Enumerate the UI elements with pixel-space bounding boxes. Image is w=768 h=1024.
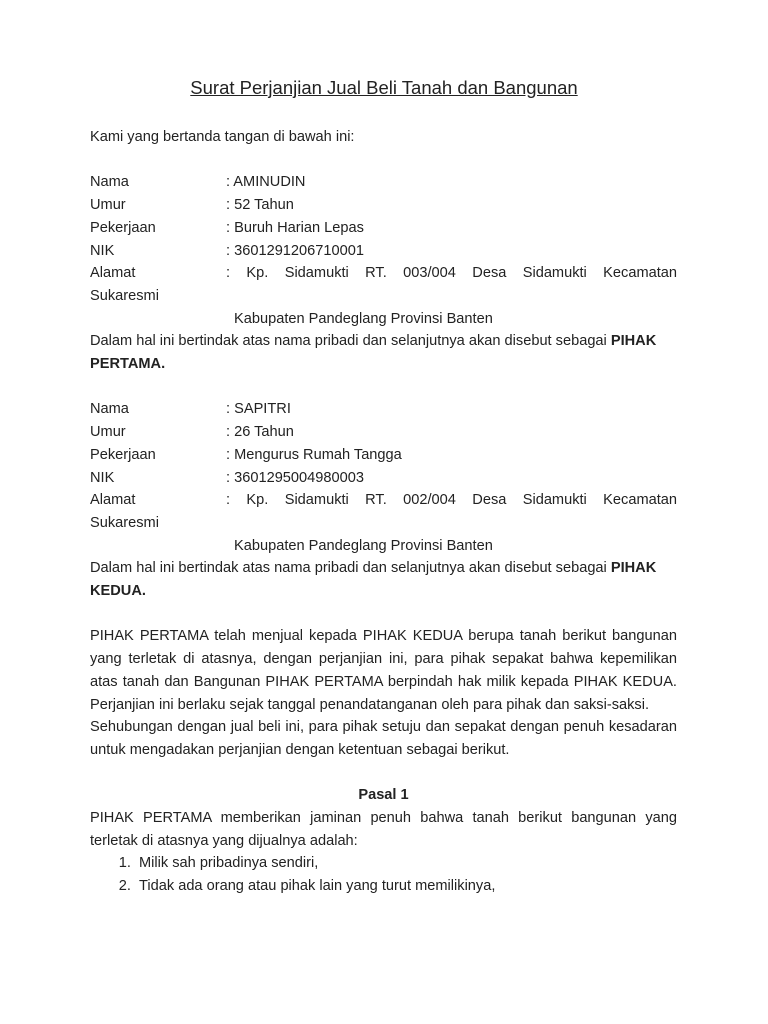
party1-alamat-line1: : Kp. Sidamukti RT. 003/004 Desa Sidamukti Kecamatan: [226, 265, 677, 282]
party1-nik-row: [90, 240, 677, 263]
party1-nama: : AMINUDIN: [226, 174, 306, 191]
party2-alamat-line1: : Kp. Sidamukti RT. 002/004 Desa Sidamukti Kecamatan: [226, 492, 677, 509]
label-alamat: Alamat: [90, 265, 136, 282]
party2-nama: : SAPITRI: [226, 401, 291, 418]
pasal-1-list: [90, 852, 677, 897]
party1-role: [90, 330, 677, 375]
label-nik: NIK: [90, 469, 115, 486]
party2-nik-row: [90, 467, 677, 490]
party2-alamat-line2: Sukaresmi: [90, 514, 159, 531]
party1-role-text: Dalam hal ini bertindak atas nama pribadi dan selanjutnya akan disebut sebagai: [90, 333, 611, 350]
party1-pekerjaan: : Buruh Harian Lepas: [226, 219, 364, 236]
pasal-1-heading: Pasal 1: [358, 787, 409, 804]
party2-pekerjaan: : Mengurus Rumah Tangga: [226, 446, 402, 463]
party1-alamat-line2: Sukaresmi: [90, 287, 159, 304]
party2-role-name: PIHAK KEDUA.: [90, 560, 657, 600]
party2-alamat-line3: Kabupaten Pandeglang Provinsi Banten: [234, 537, 493, 554]
party2-umur-row: [90, 421, 677, 444]
party2-role-text: Dalam hal ini bertindak atas nama pribadi dan selanjutnya akan disebut sebagai: [90, 560, 611, 577]
party2-alamat-row: [90, 489, 677, 512]
party2-nik: : 3601295004980003: [226, 469, 364, 486]
party2-block: [90, 398, 677, 602]
list-item: 2. Tidak ada orang atau pihak lain yang turut memilikinya,: [135, 875, 677, 898]
label-pekerjaan: Pekerjaan: [90, 219, 156, 236]
list-item: 1. Milik sah pribadinya sendiri,: [135, 852, 677, 875]
party1-alamat-row: [90, 262, 677, 285]
agreement-paragraph-2: Sehubungan dengan jual beli ini, para pihak setuju dan sepakat dengan penuh kesadaran untuk mengadakan perjanjian dengan ketentuan sebagai berikut.: [90, 719, 677, 758]
label-nama: Nama: [90, 174, 129, 191]
label-nama: Nama: [90, 401, 129, 418]
label-nik: NIK: [90, 242, 115, 259]
party1-nik: : 3601291206710001: [226, 242, 364, 259]
document-title: Surat Perjanjian Jual Beli Tanah dan Bangunan: [190, 77, 578, 98]
party1-umur-row: [90, 194, 677, 217]
intro-text: Kami yang bertanda tangan di bawah ini:: [90, 129, 355, 145]
party1-block: [90, 171, 677, 375]
label-umur: Umur: [90, 197, 126, 214]
party1-role-name: PIHAK PERTAMA.: [90, 333, 657, 373]
agreement-paragraph: PIHAK PERTAMA telah menjual kepada PIHAK KEDUA berupa tanah berikut bangunan yang terletak di atasnya, dengan perjanjian ini, para pihak sepakat bahwa kepemilikan atas tanah dan Bangunan PIHAK PERTAMA berpindah hak milik kepada PIHAK KEDUA. Perjanjian ini berlaku sejak tanggal penandatanganan oleh para pihak dan saksi-saksi.: [90, 628, 677, 713]
party1-nama-row: [90, 171, 677, 194]
party2-role: [90, 557, 677, 602]
party2-umur: : 26 Tahun: [226, 424, 294, 441]
party2-pekerjaan-row: [90, 444, 677, 467]
party1-alamat-line3: Kabupaten Pandeglang Provinsi Banten: [234, 310, 493, 327]
pasal-1-text: PIHAK PERTAMA memberikan jaminan penuh bahwa tanah berikut bangunan yang terletak di atasnya yang dijualnya adalah:: [90, 810, 677, 849]
party1-pekerjaan-row: [90, 217, 677, 240]
label-alamat: Alamat: [90, 492, 136, 509]
party1-umur: : 52 Tahun: [226, 197, 294, 214]
label-umur: Umur: [90, 424, 126, 441]
party2-nama-row: [90, 398, 677, 421]
label-pekerjaan: Pekerjaan: [90, 446, 156, 463]
document-body: [90, 126, 677, 898]
